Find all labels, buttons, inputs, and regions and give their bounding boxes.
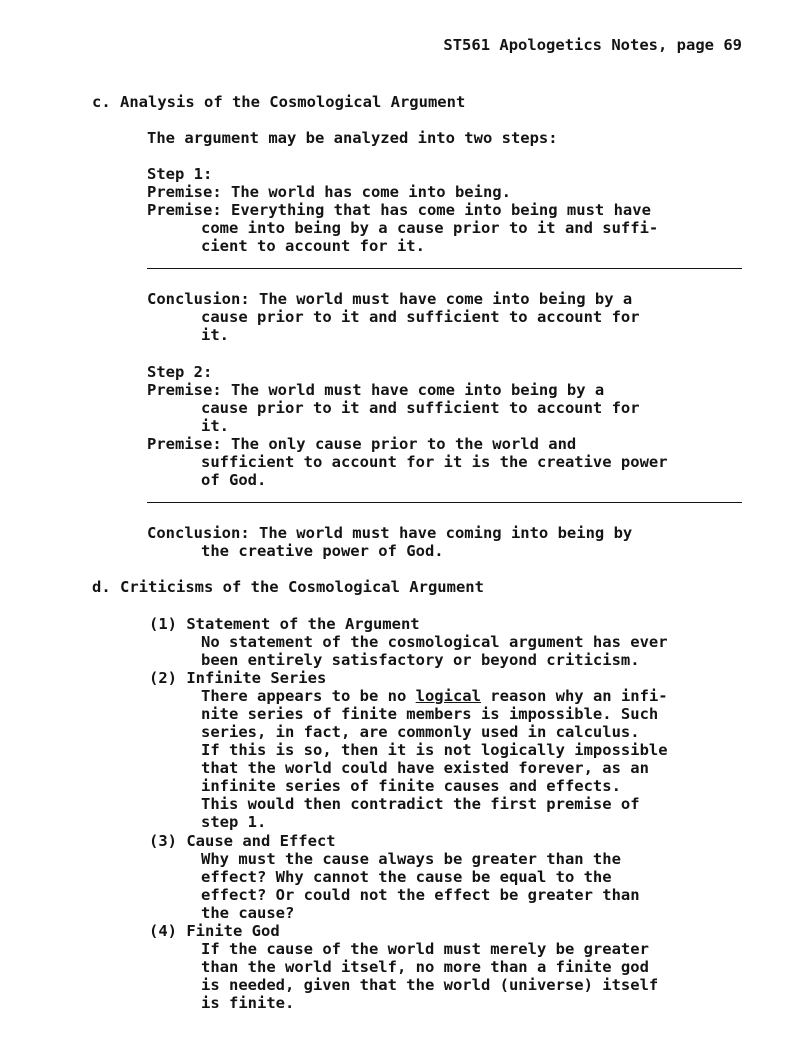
step2-premise1-line2: cause prior to it and sufficient to account for: [201, 399, 640, 417]
step1-conclusion-line1: Conclusion: The world must have come into being by a: [147, 290, 633, 308]
item1-body-line1: No statement of the cosmological argument has ever: [201, 633, 668, 651]
item2-body-line8: step 1.: [201, 813, 267, 831]
step2-premise1-line3: it.: [201, 417, 229, 435]
item3-body-line3: effect? Or could not the effect be greater than: [201, 886, 640, 904]
item3-title: (3) Cause and Effect: [149, 832, 336, 850]
section-c-intro: The argument may be analyzed into two steps:: [147, 129, 558, 147]
section-d-heading: d. Criticisms of the Cosmological Argument: [92, 578, 484, 596]
step2-divider: [147, 502, 742, 503]
step1-conclusion-line3: it.: [201, 326, 229, 344]
item4-body-line3: is needed, given that the world (universe) itself: [201, 976, 659, 994]
item2-body-line3: series, in fact, are commonly used in calculus.: [201, 723, 640, 741]
item3-body-line4: the cause?: [201, 904, 295, 922]
item2-body-emphasis: logical: [415, 687, 481, 705]
item1-body-line2: been entirely satisfactory or beyond criticism.: [201, 651, 640, 669]
item4-body-line1: If the cause of the world must merely be greater: [201, 940, 649, 958]
section-c-heading: c. Analysis of the Cosmological Argument: [92, 93, 466, 111]
step2-premise2-line1: Premise: The only cause prior to the world and: [147, 435, 577, 453]
item4-title: (4) Finite God: [149, 922, 280, 940]
step1-premise2-line3: cient to account for it.: [201, 237, 425, 255]
item2-body-line6: infinite series of finite causes and effects.: [201, 777, 621, 795]
step2-premise1-line1: Premise: The world must have come into being by a: [147, 381, 605, 399]
item2-title: (2) Infinite Series: [149, 669, 327, 687]
item3-body-line1: Why must the cause always be greater than the: [201, 850, 621, 868]
item2-body-pre: There appears to be no: [201, 687, 416, 705]
step1-premise2-line2: come into being by a cause prior to it and suffi-: [201, 219, 659, 237]
step2-premise2-line2: sufficient to account for it is the creative power: [201, 453, 668, 471]
item2-body-line2: nite series of finite members is impossible. Such: [201, 705, 659, 723]
item2-body-line5: that the world could have existed forever, as an: [201, 759, 649, 777]
item4-body-line2: than the world itself, no more than a finite god: [201, 958, 649, 976]
item2-body-line1: [201, 687, 668, 705]
step2-premise2-line3: of God.: [201, 471, 267, 489]
item1-title: (1) Statement of the Argument: [149, 615, 420, 633]
step2-conclusion-line1: Conclusion: The world must have coming into being by: [147, 524, 633, 542]
item4-body-line4: is finite.: [201, 994, 295, 1012]
item2-body-post: reason why an infi-: [480, 687, 668, 705]
step2-conclusion-line2: the creative power of God.: [201, 542, 444, 560]
item2-body-line7: This would then contradict the first premise of: [201, 795, 640, 813]
page-header: ST561 Apologetics Notes, page 69: [443, 36, 742, 54]
step1-premise2-line1: Premise: Everything that has come into being must have: [147, 201, 651, 219]
step1-label: Step 1:: [147, 165, 213, 183]
step1-conclusion-line2: cause prior to it and sufficient to account for: [201, 308, 640, 326]
step1-divider: [147, 268, 742, 269]
item3-body-line2: effect? Why cannot the cause be equal to the: [201, 868, 612, 886]
step1-premise1: Premise: The world has come into being.: [147, 183, 511, 201]
item2-body-line4: If this is so, then it is not logically impossible: [201, 741, 668, 759]
step2-label: Step 2:: [147, 363, 213, 381]
